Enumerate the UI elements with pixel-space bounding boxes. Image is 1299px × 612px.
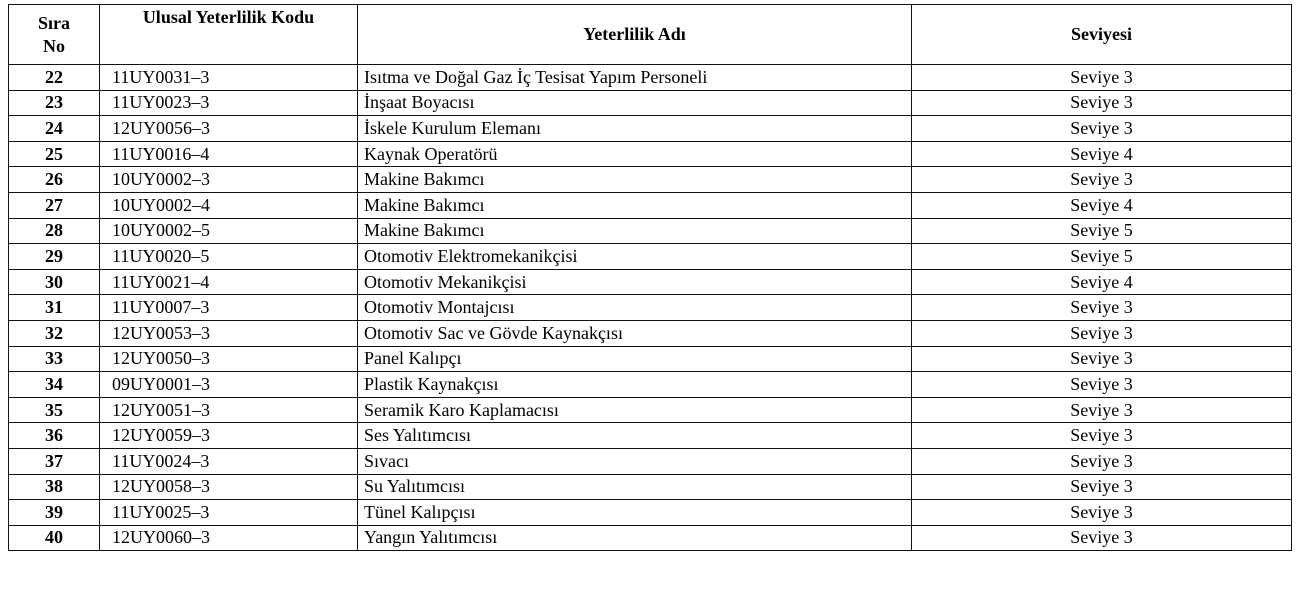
row-number-cell: 30	[9, 269, 100, 295]
level-cell: Seviye 3	[912, 346, 1292, 372]
level-cell: Seviye 3	[912, 500, 1292, 526]
header-level: Seviyesi	[912, 5, 1292, 65]
row-number-cell: 34	[9, 372, 100, 398]
qualification-code-cell: 12UY0059–3	[100, 423, 358, 449]
qualification-code-cell: 12UY0053–3	[100, 320, 358, 346]
qualification-name-cell: Sıvacı	[358, 448, 912, 474]
table-row	[9, 346, 1292, 372]
level-cell: Seviye 4	[912, 192, 1292, 218]
row-number-cell: 32	[9, 320, 100, 346]
table-row	[9, 192, 1292, 218]
qualification-name-cell: Otomotiv Mekanikçisi	[358, 269, 912, 295]
table-row	[9, 141, 1292, 167]
table-row	[9, 218, 1292, 244]
table-row	[9, 90, 1292, 116]
table-row	[9, 525, 1292, 551]
table-row	[9, 269, 1292, 295]
table-row	[9, 65, 1292, 91]
qualification-code-cell: 12UY0060–3	[100, 525, 358, 551]
level-cell: Seviye 4	[912, 269, 1292, 295]
qualification-code-cell: 09UY0001–3	[100, 372, 358, 398]
table-row	[9, 295, 1292, 321]
qualification-name-cell: Panel Kalıpçı	[358, 346, 912, 372]
qualification-name-cell: Ses Yalıtımcısı	[358, 423, 912, 449]
level-cell: Seviye 3	[912, 372, 1292, 398]
table-row	[9, 474, 1292, 500]
row-number-cell: 35	[9, 397, 100, 423]
qualification-name-cell: İnşaat Boyacısı	[358, 90, 912, 116]
qualification-name-cell: İskele Kurulum Elemanı	[358, 116, 912, 142]
qualification-code-cell: 11UY0021–4	[100, 269, 358, 295]
level-cell: Seviye 3	[912, 448, 1292, 474]
level-cell: Seviye 4	[912, 141, 1292, 167]
table-row	[9, 372, 1292, 398]
qualification-name-cell: Su Yalıtımcısı	[358, 474, 912, 500]
level-cell: Seviye 3	[912, 167, 1292, 193]
qualification-name-cell: Tünel Kalıpçısı	[358, 500, 912, 526]
row-number-cell: 33	[9, 346, 100, 372]
level-cell: Seviye 3	[912, 65, 1292, 91]
header-qualification-name: Yeterlilik Adı	[358, 5, 912, 65]
qualification-name-cell: Otomotiv Montajcısı	[358, 295, 912, 321]
table-row	[9, 116, 1292, 142]
qualification-code-cell: 11UY0024–3	[100, 448, 358, 474]
row-number-cell: 28	[9, 218, 100, 244]
qualification-code-cell: 11UY0023–3	[100, 90, 358, 116]
level-cell: Seviye 3	[912, 474, 1292, 500]
table-row	[9, 244, 1292, 270]
qualification-name-cell: Kaynak Operatörü	[358, 141, 912, 167]
row-number-cell: 31	[9, 295, 100, 321]
qualification-name-cell: Plastik Kaynakçısı	[358, 372, 912, 398]
level-cell: Seviye 3	[912, 423, 1292, 449]
table-row	[9, 167, 1292, 193]
qualification-name-cell: Yangın Yalıtımcısı	[358, 525, 912, 551]
qualification-code-cell: 11UY0007–3	[100, 295, 358, 321]
header-qualification-code: Ulusal Yeterlilik Kodu	[100, 5, 358, 65]
table-row	[9, 320, 1292, 346]
row-number-cell: 26	[9, 167, 100, 193]
qualification-code-cell: 10UY0002–3	[100, 167, 358, 193]
level-cell: Seviye 3	[912, 320, 1292, 346]
row-number-cell: 27	[9, 192, 100, 218]
qualifications-table	[8, 4, 1292, 551]
qualification-code-cell: 12UY0058–3	[100, 474, 358, 500]
table-body	[9, 65, 1292, 551]
row-number-cell: 36	[9, 423, 100, 449]
qualification-code-cell: 11UY0025–3	[100, 500, 358, 526]
table-header	[9, 5, 1292, 65]
qualification-name-cell: Otomotiv Elektromekanikçisi	[358, 244, 912, 270]
qualification-code-cell: 12UY0051–3	[100, 397, 358, 423]
row-number-cell: 39	[9, 500, 100, 526]
qualification-code-cell: 10UY0002–4	[100, 192, 358, 218]
qualification-name-cell: Makine Bakımcı	[358, 192, 912, 218]
level-cell: Seviye 3	[912, 397, 1292, 423]
qualification-code-cell: 11UY0020–5	[100, 244, 358, 270]
qualification-code-cell: 12UY0050–3	[100, 346, 358, 372]
qualification-name-cell: Makine Bakımcı	[358, 218, 912, 244]
header-row-number-line2: No	[43, 35, 65, 56]
level-cell: Seviye 5	[912, 218, 1292, 244]
level-cell: Seviye 5	[912, 244, 1292, 270]
row-number-cell: 37	[9, 448, 100, 474]
header-row	[9, 5, 1292, 65]
row-number-cell: 24	[9, 116, 100, 142]
table-row	[9, 500, 1292, 526]
row-number-cell: 40	[9, 525, 100, 551]
qualification-code-cell: 11UY0031–3	[100, 65, 358, 91]
row-number-cell: 25	[9, 141, 100, 167]
qualification-name-cell: Isıtma ve Doğal Gaz İç Tesisat Yapım Personeli	[358, 65, 912, 91]
row-number-cell: 23	[9, 90, 100, 116]
row-number-cell: 22	[9, 65, 100, 91]
level-cell: Seviye 3	[912, 90, 1292, 116]
row-number-cell: 38	[9, 474, 100, 500]
qualification-name-cell: Makine Bakımcı	[358, 167, 912, 193]
row-number-cell: 29	[9, 244, 100, 270]
qualification-code-cell: 10UY0002–5	[100, 218, 358, 244]
qualification-name-cell: Otomotiv Sac ve Gövde Kaynakçısı	[358, 320, 912, 346]
qualification-code-cell: 11UY0016–4	[100, 141, 358, 167]
header-row-number-line1: Sıra	[37, 12, 70, 33]
qualification-name-cell: Seramik Karo Kaplamacısı	[358, 397, 912, 423]
table-row	[9, 423, 1292, 449]
table-row	[9, 397, 1292, 423]
qualification-code-cell: 12UY0056–3	[100, 116, 358, 142]
level-cell: Seviye 3	[912, 525, 1292, 551]
header-row-number	[9, 5, 100, 65]
table-row	[9, 448, 1292, 474]
level-cell: Seviye 3	[912, 116, 1292, 142]
level-cell: Seviye 3	[912, 295, 1292, 321]
